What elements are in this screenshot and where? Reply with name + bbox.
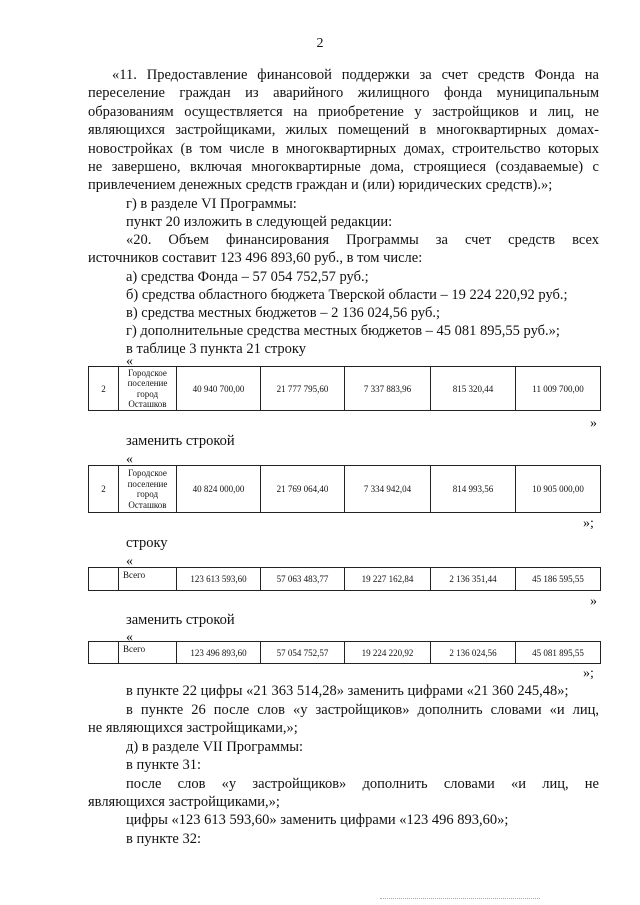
para11-line-5: новостройках (в том числе в многоквартирных домах, строительство которых — [88, 141, 599, 157]
point-31-b: цифры «123 613 593,60» заменить цифрами «123 496 893,60»; — [126, 812, 509, 828]
table-cell — [89, 568, 119, 591]
point-31-a-line-1: после слов «у застройщиков» дополнить словами «и лиц, не — [126, 776, 599, 792]
table-cell: 2 136 351,44 — [431, 568, 516, 591]
table-cell: 11 009 700,00 — [516, 367, 601, 411]
point-22-text: в пункте 22 цифры «21 363 514,28» заменить цифрами «21 360 245,48»; — [126, 683, 569, 699]
point-26-line-1: в пункте 26 после слов «у застройщиков» дополнить словами «и лиц, — [126, 702, 599, 718]
row-number: 2 — [89, 466, 119, 513]
table-total-old — [88, 567, 601, 591]
open-quote: « — [126, 630, 133, 645]
table-total-new — [88, 641, 601, 664]
table-cell: 123 496 893,60 — [177, 642, 261, 664]
item20-intro: пункт 20 изложить в следующей редакции: — [126, 214, 393, 230]
table-cell: 19 224 220,92 — [345, 642, 431, 664]
para20-line-1: «20. Объем финансирования Программы за счет средств всех — [126, 232, 599, 248]
open-quote: « — [126, 554, 133, 569]
point-31-a-line-2: являющихся застройщиками,»; — [88, 794, 280, 810]
page-number: 2 — [316, 36, 324, 51]
para11-line-4: являющихся застройщиками, жилых помещений в многоквартирных домах- — [88, 122, 599, 138]
table-cell: 123 613 593,60 — [177, 568, 261, 591]
table-cell: 40 824 000,00 — [177, 466, 261, 513]
table-row-new — [88, 465, 601, 513]
table-cell: 45 186 595,55 — [516, 568, 601, 591]
open-quote: « — [126, 452, 133, 467]
table-cell: 21 769 064,40 — [261, 466, 345, 513]
table-cell: 814 993,56 — [431, 466, 516, 513]
para11-line-7: привлечением денежных средств граждан и (или) юридических средств).»; — [88, 177, 553, 193]
close-quote-semicolon: »; — [583, 516, 594, 531]
close-quote: » — [590, 594, 597, 609]
municipality-name: Городское поселение город Осташков — [119, 367, 177, 411]
scan-edge-artifact — [380, 898, 540, 902]
table-cell: 21 777 795,60 — [261, 367, 345, 411]
table-cell — [89, 642, 119, 664]
total-label: Всего — [119, 568, 177, 591]
table-cell: 57 054 752,57 — [261, 642, 345, 664]
row-label: строку — [126, 535, 168, 551]
source-local: в) средства местных бюджетов – 2 136 024,56 руб.; — [126, 305, 440, 321]
point-32-intro: в пункте 32: — [126, 831, 202, 847]
point-31-intro: в пункте 31: — [126, 757, 202, 773]
open-quote: « — [126, 354, 133, 369]
table-cell: 10 905 000,00 — [516, 466, 601, 513]
source-regional: б) средства областного бюджета Тверской области – 19 224 220,92 руб.; — [126, 287, 568, 303]
table-cell: 40 940 700,00 — [177, 367, 261, 411]
row-number: 2 — [89, 367, 119, 411]
para11-line-6: не завершено, включая многоквартирные дома, строящиеся (создаваемые) с — [88, 159, 599, 175]
table-cell: 19 227 162,84 — [345, 568, 431, 591]
table-cell: 7 334 942,04 — [345, 466, 431, 513]
municipality-name: Городское поселение город Осташков — [119, 466, 177, 513]
item-d-heading: д) в разделе VII Программы: — [126, 739, 304, 755]
table-row-old — [88, 366, 601, 411]
close-quote: » — [590, 416, 597, 431]
para11-line-2: переселение граждан из аварийного жилищного фонда муниципальным — [88, 85, 599, 101]
source-fund: а) средства Фонда – 57 054 752,57 руб.; — [126, 269, 369, 285]
table3-intro: в таблице 3 пункта 21 строку — [126, 341, 306, 357]
table-cell: 57 063 483,77 — [261, 568, 345, 591]
total-label: Всего — [119, 642, 177, 664]
point-26-line-2: не являющихся застройщиками,»; — [88, 720, 298, 736]
para20-line-2: источников составит 123 496 893,60 руб., в том числе: — [88, 250, 423, 266]
source-additional: г) дополнительные средства местных бюджетов – 45 081 895,55 руб.»; — [126, 323, 560, 339]
replace-label: заменить строкой — [126, 612, 235, 628]
para11-line-3: образованиям осуществляется на приобретение у застройщиков и лиц, не — [88, 104, 599, 120]
table-cell: 45 081 895,55 — [516, 642, 601, 664]
table-cell: 815 320,44 — [431, 367, 516, 411]
table-cell: 7 337 883,96 — [345, 367, 431, 411]
replace-label: заменить строкой — [126, 433, 235, 449]
close-quote-semicolon: »; — [583, 666, 594, 681]
item-g-heading: г) в разделе VI Программы: — [126, 196, 297, 212]
table-cell: 2 136 024,56 — [431, 642, 516, 664]
para11-line-1: «11. Предоставление финансовой поддержки за счет средств Фонда на — [112, 67, 599, 83]
